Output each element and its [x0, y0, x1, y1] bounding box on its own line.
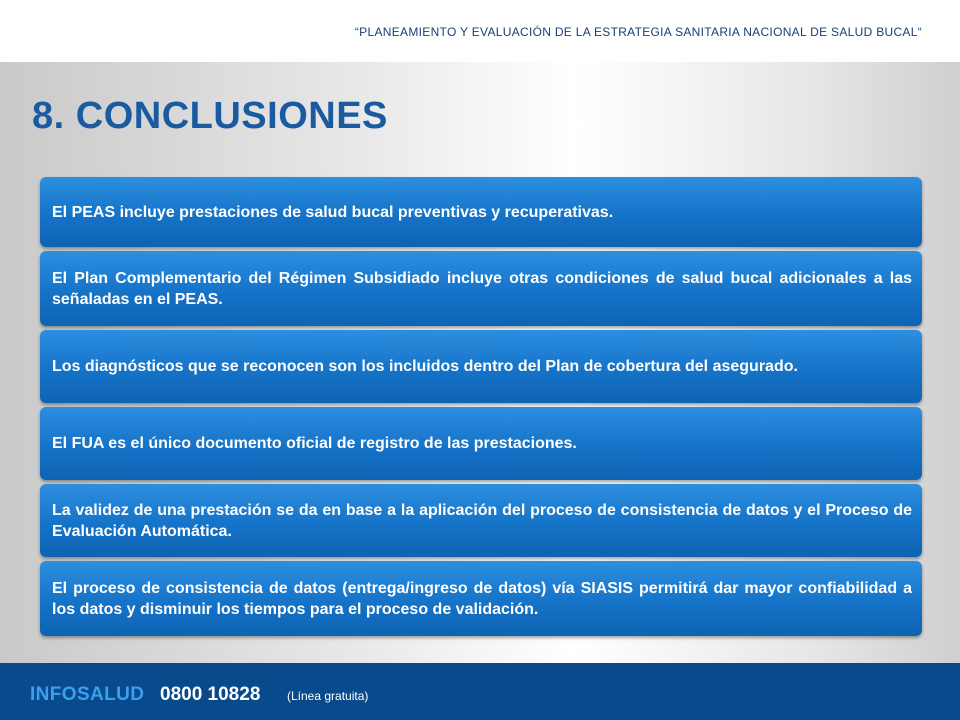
footer-phone: 0800 10828	[160, 684, 261, 705]
footer-note: (Línea gratuita)	[287, 689, 369, 703]
conclusion-text: El PEAS incluye prestaciones de salud bucal preventivas y recuperativas.	[52, 203, 614, 221]
conclusion-text: El FUA es el único documento oficial de registro de las prestaciones.	[52, 435, 577, 452]
conclusion-text: El Plan Complementario del Régimen Subsidiado incluye otras condiciones de salud bucal adicionales a las señaladas en el PEAS.	[52, 269, 912, 308]
conclusion-item	[40, 407, 922, 480]
conclusions-list	[40, 177, 922, 640]
conclusion-text: La validez de una prestación se da en base a la aplicación del proceso de consistencia de datos y el Proceso de Evaluación Automática.	[52, 501, 912, 540]
slide-title: 8. CONCLUSIONES	[32, 95, 388, 137]
footer-brand: INFOSALUD	[30, 684, 145, 705]
conclusion-item	[40, 177, 922, 247]
presentation-subtitle: “PLANEAMIENTO Y EVALUACIÓN DE LA ESTRATEGIA SANITARIA NACIONAL DE SALUD BUCAL“	[354, 25, 922, 39]
conclusion-text: Los diagnósticos que se reconocen son los incluidos dentro del Plan de cobertura del asegurado.	[52, 358, 798, 375]
top-banner	[0, 0, 960, 62]
conclusion-text: El proceso de consistencia de datos (entrega/ingreso de datos) vía SIASIS permitirá dar mayor confiabilidad a los datos y disminuir los tiempos para el proceso de validación.	[52, 579, 912, 618]
conclusion-item	[40, 484, 922, 557]
conclusion-item	[40, 251, 922, 326]
conclusion-item	[40, 330, 922, 403]
conclusion-item	[40, 561, 922, 636]
